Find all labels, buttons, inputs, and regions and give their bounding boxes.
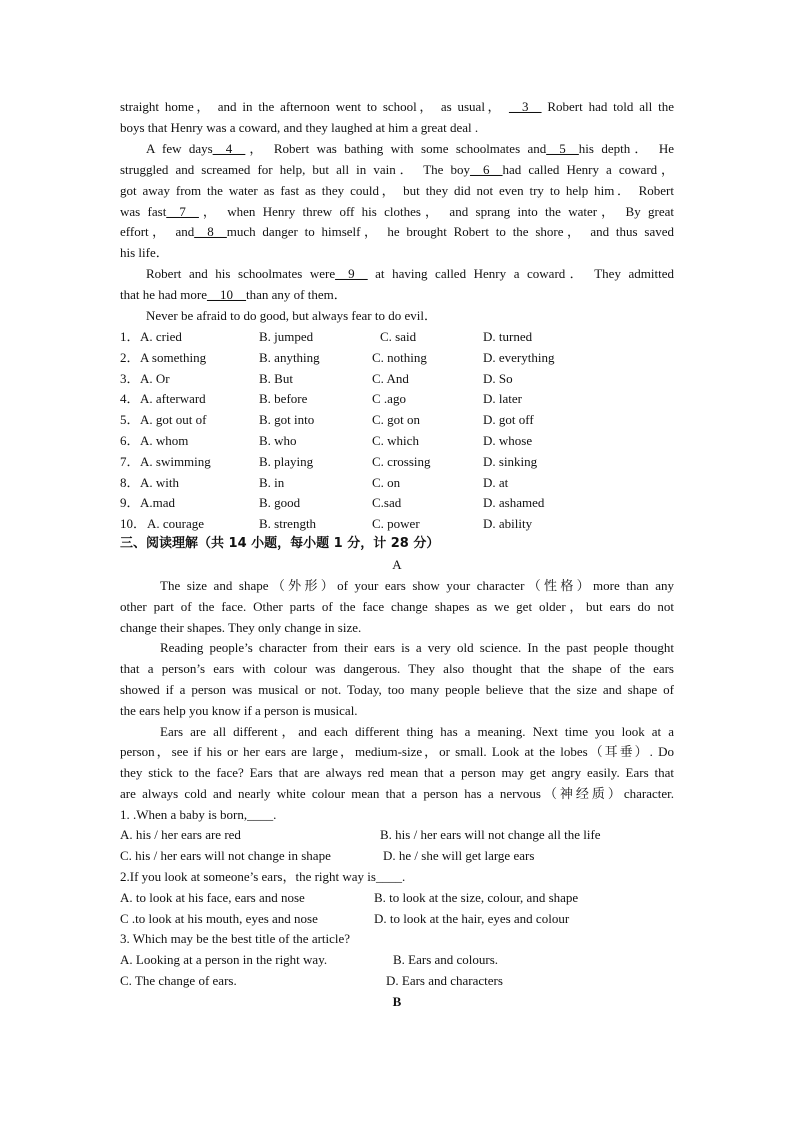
cloze-line-9 (120, 264, 674, 284)
question-option: D. Ears and characters (386, 973, 503, 988)
text: his depth． He (578, 141, 674, 156)
cloze-line-10 (120, 285, 674, 305)
text: Robert had told all the (541, 99, 674, 114)
question-option: C .to look at his mouth, eyes and nose (120, 911, 318, 926)
question-stem: 2.If you look at someone’s ears，the right way is____. (120, 869, 406, 884)
option-a: A. courage (147, 516, 205, 532)
option-number: 10． (120, 516, 147, 532)
passage-a-line: showed if a person was musical or not. Today, too many people believe that the size and shape of (120, 682, 674, 697)
blank-6: __6__ (470, 162, 503, 177)
cloze-line-4 (120, 160, 674, 180)
question-stem: 3. Which may be the best title of the article? (120, 931, 351, 946)
option-d: D. sinking (483, 453, 538, 469)
option-d: D. whose (483, 433, 533, 448)
option-d: D. got off (483, 412, 534, 428)
passage-a-line: other part of the face. Other parts of the face change shapes as we get older，but ears do not (120, 599, 674, 614)
option-number: 4． (120, 391, 140, 407)
option-c: C .ago (372, 391, 406, 407)
option-c: C. on (372, 474, 401, 490)
cloze-line-8: his life． (120, 245, 169, 260)
passage-a-line: that a person’s ears with colour was dangerous. They also thought that the shape of the ears (120, 661, 674, 676)
text: ， when Henry threw off his clothes， and sprang into the water， By great (198, 204, 674, 219)
option-a: A. afterward (140, 391, 206, 407)
option-d: D. turned (483, 329, 533, 344)
option-number: 3． (120, 370, 140, 386)
option-c: C. And (372, 370, 409, 386)
text: had called Henry a coward， (502, 162, 674, 177)
option-d: D. everything (483, 349, 555, 365)
text: at having called Henry a coward． They admitted (367, 266, 674, 281)
cloze-line-5: got away from the water as fast as they could， but they did not even try to help him． Robert (120, 183, 674, 198)
option-a: A. cried (140, 329, 182, 344)
text: ， Robert was bathing with some schoolmates and (245, 141, 547, 156)
option-a: A. with (140, 474, 179, 490)
blank-7: __7__ (166, 204, 199, 219)
option-number: 5． (120, 412, 140, 428)
option-c: C. got on (372, 412, 421, 428)
option-a: A. Or (140, 370, 170, 386)
question-option: B. to look at the size, colour, and shape (374, 890, 579, 905)
blank-4: __4__ (212, 141, 246, 156)
option-c: C. crossing (372, 453, 431, 469)
blank-3: __3__ (508, 99, 542, 114)
passage-a-line: the ears help you know if a person is musical. (120, 703, 358, 718)
option-c: C. nothing (372, 349, 427, 365)
option-b: B. But (259, 370, 293, 386)
option-number: 6． (120, 433, 140, 448)
option-number: 9． (120, 495, 140, 511)
option-b: B. playing (259, 453, 314, 469)
option-d: D. So (483, 370, 513, 386)
passage-a-line: Ears are all different，and each different thing has a meaning. Next time you look at a (160, 724, 674, 739)
text: Robert and his schoolmates were (146, 266, 336, 281)
option-b: B. got into (259, 412, 315, 428)
passage-b-label: B (392, 994, 402, 1009)
option-c: C. which (372, 433, 419, 448)
option-d: D. at (483, 474, 509, 490)
question-option: D. to look at the hair, eyes and colour (374, 911, 570, 926)
option-a: A. whom (140, 433, 189, 448)
text: that he had more (120, 287, 207, 302)
option-number: 1． (120, 329, 140, 344)
option-d: D. later (483, 391, 522, 407)
cloze-line-1 (120, 97, 674, 117)
passage-a-line: The size and shape（外形）of your ears show your character（性格）more than any (160, 578, 674, 593)
option-b: B. before (259, 391, 308, 407)
text: straight home， and in the afternoon went to school， as usual， (120, 99, 509, 114)
option-c: C.sad (372, 495, 402, 511)
option-b: B. jumped (259, 329, 314, 344)
option-d: D. ability (483, 516, 533, 532)
passage-a-line: person，see if his or her ears are large，medium-size，or small. Look at the lobes（耳垂）. Do (120, 744, 674, 759)
text: was fast (120, 204, 167, 219)
blank-8: __8__ (194, 224, 227, 239)
option-b: B. strength (259, 516, 317, 532)
passage-a-line: change their shapes. They only change in size. (120, 620, 362, 635)
blank-5: __5__ (546, 141, 579, 156)
option-b: B. anything (259, 349, 320, 365)
question-option: D. he / she will get large ears (383, 848, 535, 863)
option-d: D. ashamed (483, 495, 545, 511)
blank-10: __10__ (207, 287, 246, 302)
option-b: B. in (259, 474, 285, 490)
cloze-line-7 (120, 222, 674, 242)
question-option: C. his / her ears will not change in shape (120, 848, 331, 863)
text: A few days (146, 141, 213, 156)
text: than any of them． (246, 287, 347, 302)
question-option: B. Ears and colours. (393, 952, 499, 967)
option-a: A. swimming (140, 453, 211, 469)
option-b: B. good (259, 495, 301, 511)
option-a: A. got out of (140, 412, 207, 428)
question-stem: 1. .When a baby is born,____. (120, 807, 277, 822)
option-number: 8． (120, 474, 140, 490)
cloze-line-3 (120, 139, 674, 159)
passage-a-label: A (392, 557, 402, 572)
text: effort， and (120, 224, 195, 239)
text: much danger to himself， he brought Robert to the shore， and thus saved (226, 224, 674, 239)
cloze-line-11: Never be afraid to do good, but always fear to do evil． (146, 308, 437, 323)
cloze-line-2: boys that Henry was a coward, and they laughed at him a great deal . (120, 120, 479, 135)
blank-9: __9__ (335, 266, 368, 281)
section-heading: 三、阅读理解（共 14 小题，每小题 1 分，计 28 分） (120, 536, 440, 551)
text: struggled and screamed for help, but all in vain． The boy (120, 162, 471, 177)
passage-a-line: are always cold and nearly white colour mean that a person has a nervous（神经质）character. (120, 786, 674, 801)
option-c: C. said (380, 329, 417, 344)
option-number: 7． (120, 453, 140, 469)
question-option: C. The change of ears. (120, 973, 237, 988)
option-c: C. power (372, 516, 420, 532)
option-number: 2． (120, 349, 140, 365)
passage-a-line: they stick to the face? Ears that are always red mean that a person may get angry easily. Ears that (120, 765, 674, 780)
question-option: B. his / her ears will not change all the life (380, 827, 601, 842)
option-b: B. who (259, 433, 297, 448)
passage-a-line: Reading people’s character from their ears is a very old science. In the past people thought (160, 640, 674, 655)
cloze-line-6 (120, 202, 674, 222)
question-option: A. his / her ears are red (120, 827, 241, 842)
option-a: A something (140, 349, 207, 365)
question-option: A. to look at his face, ears and nose (120, 890, 305, 905)
question-option: A. Looking at a person in the right way. (120, 952, 328, 967)
option-a: A.mad (140, 495, 176, 511)
